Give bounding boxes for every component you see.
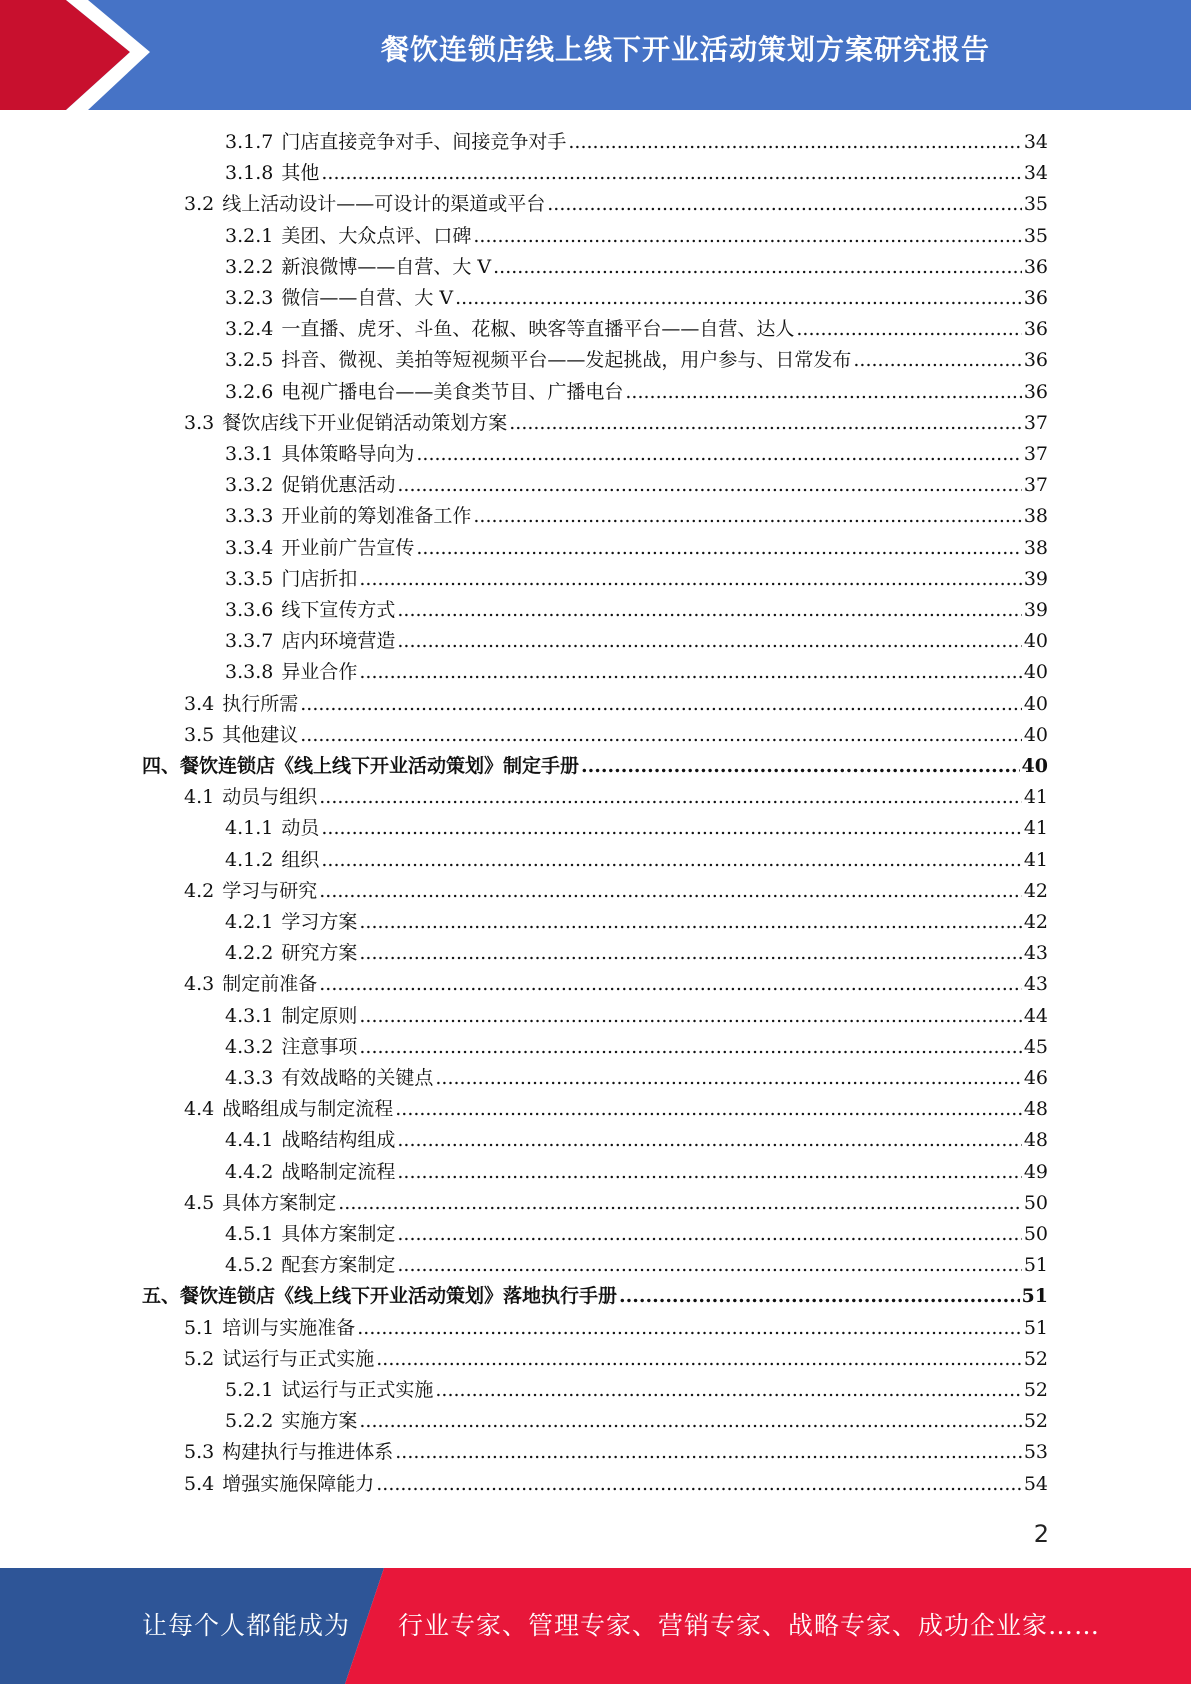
toc-leader-dots (473, 502, 1021, 530)
toc-entry-label: 制定原则 (281, 1004, 358, 1027)
toc-leader-dots (376, 1470, 1022, 1498)
toc-entry[interactable] (225, 159, 1048, 187)
toc-leader-dots (796, 315, 1021, 343)
toc-entry[interactable] (225, 346, 1048, 374)
toc-entry-page: 40 (1021, 755, 1048, 777)
toc-entry-page: 37 (1023, 474, 1048, 497)
toc-entry-number: 5.2.2 (225, 1410, 274, 1433)
toc-entry[interactable] (184, 1438, 1048, 1466)
toc-leader-dots (493, 253, 1022, 281)
toc-leader-dots (473, 222, 1021, 250)
toc-entry-number: 3.2 (184, 193, 215, 216)
toc-entry-label: 新浪微博——自营、大 V (281, 255, 492, 278)
toc-leader-dots (435, 1376, 1021, 1404)
toc-entry-label: 异业合作 (281, 661, 358, 684)
toc-entry-page: 50 (1023, 1223, 1048, 1245)
toc-leader-dots (300, 721, 1022, 749)
toc-entry[interactable] (184, 970, 1048, 998)
toc-entry-number: 3.3.4 (225, 536, 274, 559)
toc-entry-number: 4.4.1 (225, 1129, 274, 1152)
document-title: 餐饮连锁店线上线下开业活动策划方案研究报告 (380, 33, 990, 66)
toc-entry-label: 门店直接竞争对手、间接竞争对手 (281, 131, 567, 153)
toc-entry[interactable] (225, 846, 1048, 874)
toc-entry-number: 4.4.2 (225, 1160, 274, 1183)
toc-entry[interactable] (225, 128, 1048, 156)
toc-entry-number: 4.5 (184, 1191, 215, 1214)
toc-entry-page: 43 (1023, 973, 1048, 996)
toc-entry[interactable] (184, 409, 1048, 437)
toc-entry-number: 4.2.1 (225, 911, 274, 933)
toc-entry[interactable] (184, 190, 1048, 218)
toc-entry-number: 4.5.1 (225, 1223, 274, 1245)
toc-entry[interactable] (184, 690, 1048, 718)
toc-entry-page: 34 (1023, 131, 1048, 153)
toc-entry-label: 具体策略导向为 (281, 443, 415, 465)
toc-leader-dots (359, 1407, 1021, 1435)
toc-leader-dots (319, 877, 1022, 905)
toc-entry-number: 4.1 (184, 786, 215, 809)
toc-leader-dots (338, 1189, 1022, 1217)
toc-entry-page: 34 (1023, 162, 1048, 185)
toc-entry[interactable] (225, 471, 1048, 499)
toc-leader-dots (319, 783, 1022, 811)
toc-entry[interactable] (225, 534, 1048, 562)
toc-entry-page: 35 (1023, 193, 1048, 216)
toc-entry-number: 5.3 (184, 1441, 215, 1464)
toc-entry-label: 电视广播电台——美食类节目、广播电台 (281, 380, 624, 403)
toc-entry[interactable] (225, 1251, 1048, 1279)
toc-entry-label: 学习方案 (281, 911, 358, 933)
toc-leader-dots (619, 1282, 1020, 1310)
toc-entry-number: 4.5.2 (225, 1254, 274, 1277)
toc-entry[interactable] (225, 1158, 1048, 1186)
toc-entry-page: 51 (1023, 1254, 1048, 1277)
toc-entry-label: 试运行与正式实施 (281, 1379, 434, 1401)
toc-leader-dots (397, 1251, 1021, 1279)
toc-entry-page: 52 (1023, 1347, 1048, 1370)
toc-leader-dots (321, 846, 1021, 874)
toc-entry[interactable] (225, 222, 1048, 250)
toc-entry-number: 3.2.2 (225, 255, 274, 278)
toc-leader-dots (395, 1438, 1022, 1466)
toc-entry[interactable] (225, 1407, 1048, 1435)
toc-leader-dots (359, 1033, 1021, 1061)
toc-entry-label: 抖音、微视、美拍等短视频平台——发起挑战，用户参与、日常发布 (281, 349, 852, 372)
toc-leader-dots (359, 658, 1021, 686)
toc-entry-page: 52 (1023, 1379, 1048, 1401)
toc-entry-number: 3.3.5 (225, 567, 274, 590)
toc-leader-dots (547, 190, 1022, 218)
toc-entry-label: 战略组成与制定流程 (222, 1098, 394, 1121)
toc-entry-number: 4.3.3 (225, 1067, 274, 1089)
toc-entry-page: 40 (1023, 692, 1048, 715)
toc-leader-dots (509, 409, 1022, 437)
toc-leader-dots (397, 596, 1021, 624)
toc-entry-label: 培训与实施准备 (222, 1316, 356, 1339)
toc-entry-page: 50 (1023, 1191, 1048, 1214)
toc-entry-page: 39 (1023, 599, 1048, 621)
toc-leader-dots (397, 1126, 1021, 1154)
toc-entry-label: 实施方案 (281, 1410, 358, 1433)
toc-entry-number: 3.3 (184, 411, 215, 434)
toc-entry[interactable] (184, 783, 1048, 811)
toc-entry-page: 41 (1023, 786, 1048, 809)
toc-leader-dots (321, 814, 1021, 842)
toc-leader-dots (416, 534, 1021, 562)
toc-entry-label: 其他建议 (222, 723, 299, 746)
toc-entry-page: 41 (1023, 848, 1048, 871)
toc-entry-page: 37 (1023, 411, 1048, 434)
toc-entry-page: 42 (1023, 911, 1048, 933)
toc-entry-number: 3.1.7 (225, 131, 274, 153)
toc-entry-page: 46 (1023, 1067, 1048, 1089)
toc-entry-label: 构建执行与推进体系 (222, 1441, 394, 1464)
toc-leader-dots (321, 159, 1021, 187)
toc-entry-number: 3.2.1 (225, 224, 274, 247)
toc-entry-number: 5.2.1 (225, 1379, 274, 1401)
toc-leader-dots (397, 627, 1021, 655)
toc-entry-page: 48 (1023, 1129, 1048, 1152)
toc-leader-dots (397, 471, 1021, 499)
toc-entry-page: 45 (1023, 1035, 1048, 1058)
toc-entry-label: 线上活动设计——可设计的渠道或平台 (222, 193, 546, 216)
toc-entry[interactable] (184, 721, 1048, 749)
toc-entry-label: 开业前广告宣传 (281, 536, 415, 559)
toc-entry-label: 配套方案制定 (281, 1254, 396, 1277)
toc-entry-label: 五、餐饮连锁店《线上线下开业活动策划》落地执行手册 (142, 1285, 618, 1308)
footer-slogan-right: 行业专家、管理专家、营销专家、战略专家、成功企业家…… (398, 1611, 1101, 1640)
toc-entry[interactable] (184, 1095, 1048, 1123)
toc-entry-number: 4.1.1 (225, 817, 274, 840)
toc-entry-page: 39 (1023, 567, 1048, 590)
toc-leader-dots (359, 908, 1021, 936)
toc-entry-page: 51 (1021, 1285, 1048, 1308)
toc-entry-label: 开业前的筹划准备工作 (281, 505, 472, 528)
toc-entry-label: 餐饮店线下开业促销活动策划方案 (222, 411, 508, 434)
toc-entry[interactable] (225, 1376, 1048, 1404)
toc-entry-label: 具体方案制定 (281, 1223, 396, 1245)
toc-entry[interactable] (225, 658, 1048, 686)
toc-entry-page: 48 (1023, 1098, 1048, 1121)
toc-entry-label: 学习与研究 (222, 879, 318, 902)
toc-entry-number: 4.1.2 (225, 848, 274, 871)
footer-slogan-left: 让每个人都能成为 (142, 1611, 351, 1640)
toc-entry-number: 3.1.8 (225, 162, 274, 185)
toc-entry-label: 店内环境营造 (281, 630, 396, 653)
toc-entry-page: 36 (1023, 380, 1048, 403)
toc-entry[interactable] (225, 1002, 1048, 1030)
toc-entry-number: 3.2.4 (225, 318, 274, 341)
toc-leader-dots (625, 378, 1021, 406)
toc-entry-page: 41 (1023, 817, 1048, 840)
toc-entry-label: 具体方案制定 (222, 1191, 337, 1214)
toc-entry-number: 5.2 (184, 1347, 215, 1370)
toc-entry[interactable] (225, 939, 1048, 967)
toc-entry-label: 制定前准备 (222, 973, 318, 996)
toc-entry-page: 37 (1023, 443, 1048, 465)
toc-entry-number: 3.3.2 (225, 474, 274, 497)
page-number: 2 (1033, 1520, 1049, 1548)
toc-entry-label: 动员与组织 (222, 786, 318, 809)
toc-entry-number: 3.5 (184, 723, 215, 746)
toc-leader-dots (300, 690, 1022, 718)
toc-entry[interactable] (184, 1189, 1048, 1217)
toc-entry-page: 54 (1023, 1472, 1048, 1495)
toc-entry-number: 4.3.2 (225, 1035, 274, 1058)
toc-entry-page: 53 (1023, 1441, 1048, 1464)
toc-entry-page: 40 (1023, 723, 1048, 746)
toc-entry-label: 一直播、虎牙、斗鱼、花椒、映客等直播平台——自营、达人 (281, 318, 795, 341)
toc-entry[interactable] (225, 315, 1048, 343)
toc-entry[interactable] (225, 814, 1048, 842)
page-header (0, 0, 1191, 110)
toc-leader-dots (397, 1220, 1021, 1248)
toc-entry-number: 4.3.1 (225, 1004, 274, 1027)
toc-entry-label: 美团、大众点评、口碑 (281, 224, 472, 247)
toc-leader-dots (581, 752, 1020, 780)
toc-entry[interactable] (184, 1470, 1048, 1498)
toc-entry-label: 研究方案 (281, 942, 358, 965)
toc-entry-page: 36 (1023, 255, 1048, 278)
toc-entry-number: 5.1 (184, 1316, 215, 1339)
toc-leader-dots (359, 565, 1021, 593)
toc-entry-label: 组织 (281, 848, 320, 871)
toc-entry-number: 3.3.6 (225, 599, 274, 621)
toc-entry[interactable] (184, 1314, 1048, 1342)
toc-entry-number: 3.2.3 (225, 287, 274, 309)
toc-entry[interactable] (184, 1345, 1048, 1373)
toc-entry-label: 有效战略的关键点 (281, 1067, 434, 1089)
toc-entry-page: 38 (1023, 536, 1048, 559)
toc-leader-dots (416, 440, 1021, 468)
toc-entry-page: 40 (1023, 630, 1048, 653)
toc-entry-number: 4.3 (184, 973, 215, 996)
toc-entry-label: 线下宣传方式 (281, 599, 396, 621)
toc-entry-number: 3.2.6 (225, 380, 274, 403)
toc-entry-page: 43 (1023, 942, 1048, 965)
toc-entry-page: 52 (1023, 1410, 1048, 1433)
toc-entry-label: 四、餐饮连锁店《线上线下开业活动策划》制定手册 (142, 755, 580, 777)
toc-entry[interactable] (225, 378, 1048, 406)
toc-entry[interactable] (225, 565, 1048, 593)
toc-entry-label: 注意事项 (281, 1035, 358, 1058)
toc-entry-number: 3.3.8 (225, 661, 274, 684)
toc-entry[interactable] (225, 1033, 1048, 1061)
toc-entry-label: 战略结构组成 (281, 1129, 396, 1152)
toc-leader-dots (357, 1314, 1022, 1342)
toc-entry[interactable] (225, 627, 1048, 655)
toc-entry-number: 3.3.1 (225, 443, 274, 465)
toc-entry-label: 增强实施保障能力 (222, 1472, 375, 1495)
toc-leader-dots (397, 1158, 1021, 1186)
toc-entry[interactable] (225, 908, 1048, 936)
toc-leader-dots (853, 346, 1021, 374)
toc-entry-label: 其他 (281, 162, 320, 185)
toc-entry-number: 5.4 (184, 1472, 215, 1495)
toc-leader-dots (359, 939, 1021, 967)
toc-entry-page: 49 (1023, 1160, 1048, 1183)
toc-entry-page: 35 (1023, 224, 1048, 247)
toc-entry-label: 门店折扣 (281, 567, 358, 590)
toc-entry-page: 40 (1023, 661, 1048, 684)
toc-entry-label: 促销优惠活动 (281, 474, 396, 497)
toc-entry-page: 36 (1023, 287, 1048, 309)
toc-entry-number: 3.3.3 (225, 505, 274, 528)
toc-entry[interactable] (225, 596, 1048, 624)
toc-leader-dots (359, 1002, 1021, 1030)
toc-entry[interactable] (142, 1282, 1048, 1310)
page-footer (0, 1568, 1191, 1684)
toc-leader-dots (568, 128, 1021, 156)
toc-entry-page: 51 (1023, 1316, 1048, 1339)
toc-entry-page: 36 (1023, 349, 1048, 372)
toc-leader-dots (455, 284, 1022, 312)
toc-entry[interactable] (225, 284, 1048, 312)
toc-entry-label: 动员 (281, 817, 320, 840)
toc-entry-label: 战略制定流程 (281, 1160, 396, 1183)
toc-leader-dots (395, 1095, 1022, 1123)
toc-entry[interactable] (184, 877, 1048, 905)
toc-entry[interactable] (225, 1220, 1048, 1248)
toc-entry[interactable] (225, 1064, 1048, 1092)
toc-entry-page: 36 (1023, 318, 1048, 341)
toc-entry[interactable] (225, 1126, 1048, 1154)
toc-leader-dots (376, 1345, 1022, 1373)
toc-entry-number: 4.2.2 (225, 942, 274, 965)
toc-leader-dots (319, 970, 1022, 998)
toc-leader-dots (435, 1064, 1021, 1092)
toc-entry-number: 3.3.7 (225, 630, 274, 653)
toc-entry-label: 执行所需 (222, 692, 299, 715)
toc-entry-number: 3.2.5 (225, 349, 274, 372)
toc-entry-number: 4.4 (184, 1098, 215, 1121)
toc-entry-label: 微信——自营、大 V (281, 287, 454, 309)
toc-entry-page: 44 (1023, 1004, 1048, 1027)
toc-entry-label: 试运行与正式实施 (222, 1347, 375, 1370)
toc-entry-number: 4.2 (184, 879, 215, 902)
toc-entry[interactable] (142, 752, 1048, 780)
toc-entry[interactable] (225, 253, 1048, 281)
toc-entry[interactable] (225, 502, 1048, 530)
toc-entry-number: 3.4 (184, 692, 215, 715)
toc-entry-page: 38 (1023, 505, 1048, 528)
toc-entry[interactable] (225, 440, 1048, 468)
toc-entry-page: 42 (1023, 879, 1048, 902)
